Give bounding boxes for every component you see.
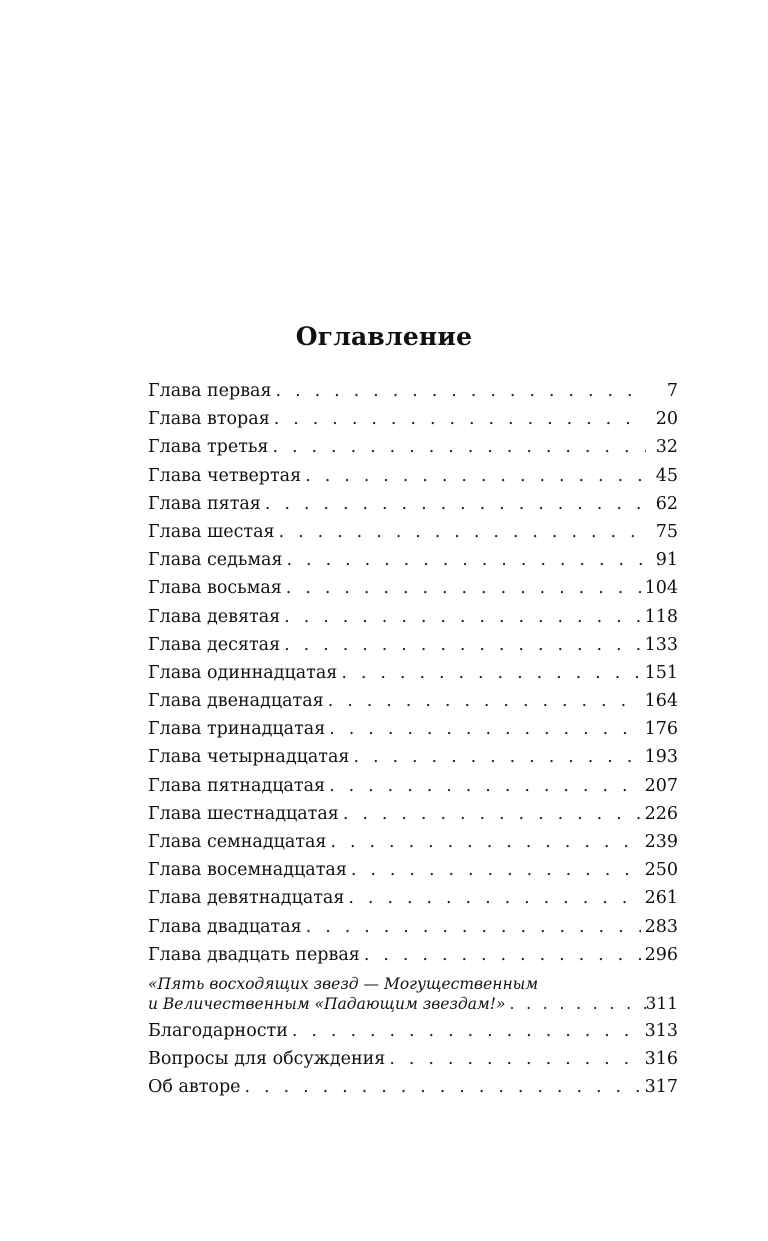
toc-entry[interactable] xyxy=(148,687,678,715)
dot-leader xyxy=(276,377,646,405)
dot-leader xyxy=(265,490,646,518)
toc-entry[interactable] xyxy=(148,856,678,884)
dot-leader xyxy=(274,405,646,433)
toc-entry-page: 296 xyxy=(644,944,678,965)
toc-entry-page: 316 xyxy=(644,1049,678,1070)
dot-leader xyxy=(272,433,646,461)
toc-entry-discussion-questions[interactable] xyxy=(148,1045,678,1073)
toc-entry-about-author[interactable] xyxy=(148,1073,678,1101)
toc-entry-page: 32 xyxy=(655,437,678,458)
toc-entry-label: Глава восемнадцатая xyxy=(148,860,347,881)
dot-leader xyxy=(279,518,646,546)
dot-leader xyxy=(305,462,646,490)
toc-entry[interactable] xyxy=(148,828,678,856)
toc-entry-page: 118 xyxy=(644,606,678,627)
toc-entry-label: Глава десятая xyxy=(148,634,281,655)
toc-entry-label-line1: «Пять восходящих звезд — Могущественным xyxy=(148,974,539,993)
toc-entry[interactable] xyxy=(148,603,678,631)
toc-entry-label: Благодарности xyxy=(148,1020,288,1041)
toc-entry[interactable] xyxy=(148,462,678,490)
toc-entry[interactable] xyxy=(148,574,678,602)
toc-entry-label: Глава четырнадцатая xyxy=(148,747,350,768)
toc-entry-label: Глава двенадцатая xyxy=(148,691,324,712)
toc-entry-page: 207 xyxy=(644,775,678,796)
toc-entry-page: 164 xyxy=(644,691,678,712)
toc-entry[interactable] xyxy=(148,659,678,687)
dot-leader xyxy=(329,772,641,800)
toc-entry-label: Вопросы для обсуждения xyxy=(148,1049,386,1070)
dot-leader xyxy=(364,941,641,969)
toc-entry-label: Глава одиннадцатая xyxy=(148,662,338,683)
dot-leader xyxy=(245,1073,641,1101)
toc-entry[interactable] xyxy=(148,490,678,518)
toc-entry-label: Об авторе xyxy=(148,1077,241,1098)
page-title: Оглавление xyxy=(295,322,473,351)
toc-entry[interactable] xyxy=(148,546,678,574)
toc-entry-label: Глава семнадцатая xyxy=(148,832,327,852)
toc-entry-page: 62 xyxy=(655,493,678,514)
toc-entry-page: 250 xyxy=(644,860,678,881)
dot-leader xyxy=(287,546,646,574)
toc-entry-page: 313 xyxy=(644,1020,678,1041)
toc-entry-page: 283 xyxy=(644,916,678,937)
toc-entry-label: Глава третья xyxy=(148,437,269,458)
dot-leader xyxy=(329,715,640,743)
table-of-contents xyxy=(148,377,678,1102)
toc-entry-page: 176 xyxy=(644,719,678,740)
toc-entry[interactable] xyxy=(148,715,678,743)
toc-entry-label: Глава пятнадцатая xyxy=(148,775,326,796)
toc-entry-label: Глава восьмая xyxy=(148,578,282,599)
toc-entry-label: Глава девятая xyxy=(148,606,281,627)
toc-entry-afterword[interactable] xyxy=(148,974,678,1014)
dot-leader xyxy=(389,1045,640,1073)
toc-entry-page: 104 xyxy=(644,578,678,599)
toc-entry-page: 193 xyxy=(644,747,678,768)
toc-entry-page: 226 xyxy=(644,803,678,824)
dot-leader xyxy=(353,743,640,771)
toc-entry[interactable] xyxy=(148,913,678,941)
toc-entry-label: Глава пятая xyxy=(148,493,261,514)
dot-leader xyxy=(341,659,640,687)
toc-entry-label: Глава двадцатая xyxy=(148,916,302,937)
toc-entry-label: Глава четвертая xyxy=(148,465,302,486)
toc-entry-label: Глава седьмая xyxy=(148,550,283,571)
toc-entry-label: Глава шестнадцатая xyxy=(148,803,339,824)
dot-leader xyxy=(286,574,641,602)
dot-leader xyxy=(284,631,640,659)
dot-leader xyxy=(284,603,640,631)
toc-entry-label: Глава двадцать первая xyxy=(148,944,360,965)
toc-entry[interactable] xyxy=(148,518,678,546)
toc-entry-page: 317 xyxy=(644,1077,678,1098)
dot-leader xyxy=(330,828,640,856)
toc-entry-page: 133 xyxy=(644,634,678,655)
dot-leader xyxy=(351,856,641,884)
toc-entry-page: 261 xyxy=(644,888,678,909)
toc-entry-page: 91 xyxy=(655,550,678,571)
toc-entry[interactable] xyxy=(148,884,678,912)
toc-entry-label: Глава шестая xyxy=(148,521,275,542)
toc-entry-label: Глава тринадцатая xyxy=(148,719,326,740)
toc-entry[interactable] xyxy=(148,433,678,461)
toc-entry[interactable] xyxy=(148,772,678,800)
toc-entry-page: 20 xyxy=(655,409,678,430)
dot-leader xyxy=(510,994,646,1014)
toc-entry-label: Глава девятнадцатая xyxy=(148,888,345,909)
dot-leader xyxy=(328,687,641,715)
toc-entry-page: 45 xyxy=(655,465,678,486)
toc-entry[interactable] xyxy=(148,941,678,969)
toc-entry-page: 75 xyxy=(655,521,678,542)
toc-entry-label: Глава вторая xyxy=(148,409,270,430)
toc-entry-page: 311 xyxy=(645,993,678,1014)
toc-entry[interactable] xyxy=(148,743,678,771)
toc-entry-page: 239 xyxy=(644,832,678,852)
toc-entry-page: 7 xyxy=(666,381,678,401)
toc-entry-acknowledgements[interactable] xyxy=(148,1017,678,1045)
toc-entry[interactable] xyxy=(148,405,678,433)
dot-leader xyxy=(348,884,640,912)
toc-entry[interactable] xyxy=(148,377,678,405)
toc-entry[interactable] xyxy=(148,631,678,659)
toc-entry[interactable] xyxy=(148,800,678,828)
toc-entry-label: Глава первая xyxy=(148,381,272,401)
dot-leader xyxy=(343,800,641,828)
dot-leader xyxy=(306,913,641,941)
dot-leader xyxy=(292,1017,641,1045)
toc-entry-label-line2: и Величественным «Падающим звездам!» xyxy=(148,994,506,1013)
toc-entry-page: 151 xyxy=(644,662,678,683)
